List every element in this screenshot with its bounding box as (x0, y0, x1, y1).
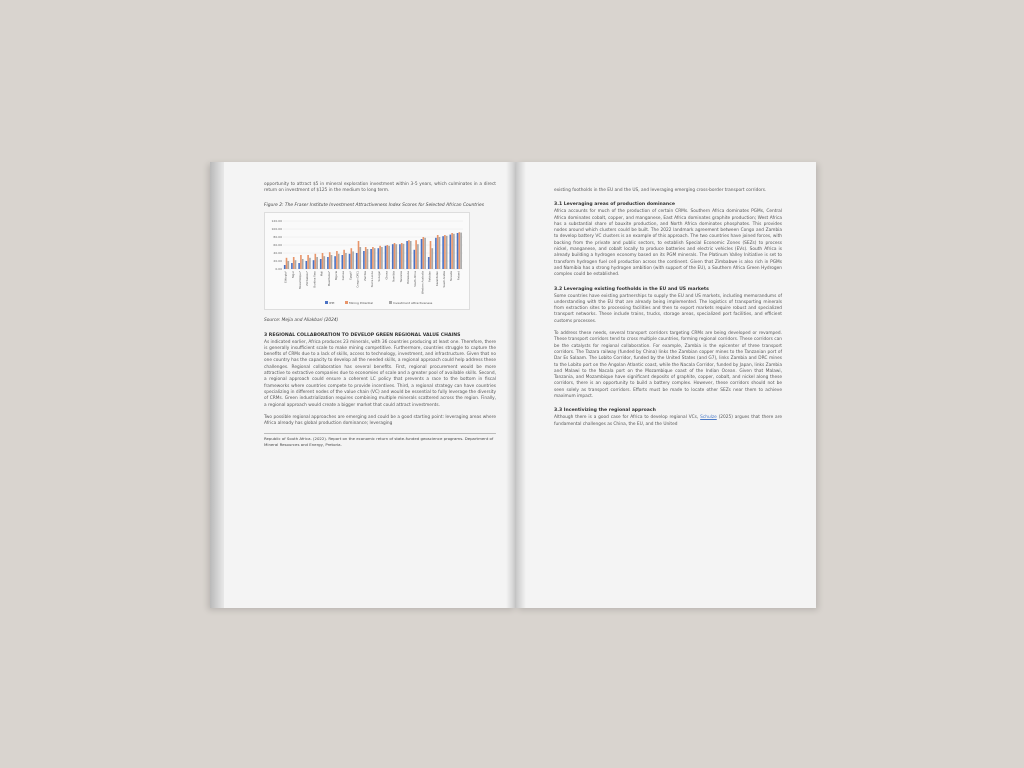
x-tick-label: Niger (291, 270, 295, 278)
bar (442, 236, 444, 269)
x-tick-label: Nevada (450, 270, 454, 281)
bar (403, 243, 405, 268)
y-tick-label: 40.00 (273, 250, 282, 255)
x-tick-label: Nigeria (335, 270, 338, 280)
x-tick-label: Ghana (385, 270, 389, 280)
bar (322, 253, 324, 269)
bar (360, 247, 362, 269)
bar (408, 240, 410, 269)
x-tick-label: Saudi Arabia (443, 270, 446, 288)
bar (444, 235, 446, 269)
x-tick-label: South Africa (414, 270, 418, 287)
bar (358, 241, 360, 269)
paragraph-3-3-end: (2025) argues that there are fundamental challenges as China, the EU, and the United (554, 415, 783, 427)
bar (432, 248, 434, 269)
right-page (516, 162, 816, 608)
paragraph-3-3 (554, 415, 782, 428)
figure-chart (264, 212, 470, 310)
legend-entry: Investment attractiveness (393, 300, 433, 305)
y-tick-label: 60.00 (273, 242, 282, 247)
bar (293, 257, 295, 269)
bar (313, 260, 315, 269)
bar (349, 253, 351, 268)
bar (428, 257, 430, 269)
bar (342, 255, 344, 269)
heading-3-3: 3.3 Incentivizing the regional approach (554, 408, 656, 414)
bar-chart (265, 213, 469, 309)
bar (284, 265, 286, 269)
bar (356, 253, 358, 269)
bar (417, 244, 419, 269)
bar (421, 239, 423, 269)
x-tick-label: Egypt* (349, 270, 353, 280)
bar (414, 249, 416, 268)
left-intro: opportunity to attract $5 in mineral exploration investment within 3-5 years, which culminates in a direct return on investment of $125 in the medium to long term. (264, 182, 496, 194)
bar (460, 232, 462, 268)
schulze-link[interactable]: Schulze (700, 415, 717, 421)
x-tick-label: Zimbabwe* (306, 270, 310, 286)
bar (327, 257, 329, 269)
y-tick-label: 20.00 (273, 258, 282, 263)
legend-entry: Mining Potential (349, 300, 374, 305)
bar (345, 253, 347, 269)
bar (291, 263, 293, 269)
x-tick-label: Botswana (407, 270, 410, 284)
x-tick-label: Finland (457, 270, 461, 280)
bar (439, 237, 441, 269)
bar (336, 251, 338, 269)
bar (406, 241, 408, 269)
bar (450, 234, 452, 268)
x-tick-label: Burkina Faso (313, 270, 317, 288)
paragraph-3-2: Some countries have existing partnerships to supply the EU and US markets, including memorandums of understanding with the EU that are already being implemented. The logistics of transporting minerals from extraction sites to processing facilities and then to export markets require robust and specialized transport networks. These include trains, trucks, storage areas, specialized port facilities, and efficient customs processes. (554, 293, 782, 324)
bar (352, 251, 354, 269)
bar (365, 247, 367, 269)
figure-caption: Figure 2: The Fraser Institute Investment Attractiveness Index Scores for Selected African Countries (264, 202, 485, 208)
heading-3-2: 3.2 Leveraging existing footholds in the EU and US markets (554, 286, 709, 292)
bar (331, 255, 333, 269)
left-page (210, 162, 516, 608)
x-tick-label: Mozambique* (299, 270, 302, 289)
y-tick-label: 100.00 (271, 226, 282, 231)
y-tick-label: 0.00 (275, 266, 282, 271)
bar (309, 257, 311, 268)
x-tick-label: Mali (320, 270, 324, 276)
x-tick-label: Zambia (363, 270, 367, 281)
footnote: Republic of South Africa. (2022). Report on the economic return of state-funded geoscience programs. Department of Mineral Resources and Energy, Pretoria. (264, 433, 496, 447)
bar (286, 257, 288, 268)
bar (401, 243, 403, 269)
bar (315, 253, 317, 268)
bar (399, 244, 401, 269)
bar (307, 255, 309, 269)
x-tick-label: Senegal (378, 270, 382, 282)
bar (316, 257, 318, 269)
bar (430, 241, 432, 269)
x-tick-label: Pakistan (428, 270, 432, 282)
x-tick-label: Sierra Leone (371, 270, 374, 287)
bar (306, 261, 308, 269)
x-tick-label: Congo (DRC) (356, 270, 360, 288)
book-gutter (506, 162, 526, 608)
figure-source: Source: Mejia and Aliakbari (2024) (264, 317, 339, 323)
bar (338, 253, 340, 268)
right-intro: existing footholds in the EU and the US, and leveraging emerging cross-border transport corridors. (554, 188, 767, 193)
bar (457, 233, 459, 269)
bar (372, 247, 374, 269)
paragraph-3-3-start: Although there is a good case for Africa to develop regional VCs, (554, 415, 699, 421)
bar (385, 245, 387, 268)
x-tick-label: Kazakhstan (435, 270, 439, 286)
bar (363, 251, 365, 269)
y-tick-label: 80.00 (273, 234, 282, 239)
bar (396, 244, 398, 269)
x-tick-label: Mauritania* (327, 270, 331, 286)
open-book (210, 162, 816, 608)
bar (424, 237, 426, 268)
bar (320, 259, 322, 269)
heading-3-1: 3.1 Leveraging areas of production dominance (554, 202, 676, 208)
bar (410, 241, 412, 269)
bar (435, 237, 437, 268)
bar (415, 240, 417, 269)
x-tick-label: Namibia (392, 270, 396, 282)
section-heading: 3 REGIONAL COLLABORATION TO DEVELOP GREEN REGIONAL VALUE CHAINS (264, 332, 461, 338)
x-tick-label: Tanzania (399, 270, 403, 282)
bar (446, 235, 448, 268)
bar (343, 249, 345, 268)
bar (295, 260, 297, 269)
bar (381, 247, 383, 269)
bar (453, 233, 455, 268)
legend-swatch (389, 301, 392, 304)
bar (367, 249, 369, 269)
bar (324, 256, 326, 269)
paragraph-3-1: Africa accounts for much of the production of certain CRMs. Southern Africa dominates PGMs, Central Africa dominates cobalt, copper, and manganese, East Africa dominates graphite production; West Africa has a substantial share of bauxite production, and North Africa dominates phosphates. This provides nodes around which clusters could be built. The 2022 landmark agreement between Congo and Zambia to develop battery VC clusters is an example of this approach. The two countries have joined forces, with backing from the private and public sectors, to establish Special Economic Zones (SEZs) to process nickel, manganese, and cobalt locally to produce batteries and electric vehicles (EVs). South Africa is already building a hydrogen economy based on its PGM minerals. The Platinum Valley Initiative is set to transform hydrogen fuel cell production across the continent. Given that Zimbabwe is also rich in PGMs and Namibia has a strong hydrogen ambition (with support of the EU), a Southern Africa Green Hydrogen complex could be established. (554, 209, 782, 278)
legend-entry: IPPI (329, 300, 335, 305)
bar (387, 245, 389, 269)
bar (459, 232, 461, 269)
bar (378, 248, 380, 269)
x-tick-label: Guinea (342, 270, 346, 280)
bar (451, 233, 453, 269)
legend-swatch (325, 301, 328, 304)
left-paragraph-1: As indicated earlier, Africa produces 23 minerals, with 36 countries producing at least one. Therefore, there is generally insufficient scale to make mining competitive. Furthermore, countries struggle to capture the benefits of CRMs due to a lack of skills, access to technology, investment, and infrastructure. Given that no one country has the capacity to develop all the needed skills, a regional approach could help address these challenges. Regional collaboration has several benefits. First, regional procurement would be more attractive to extractive companies due to economies of scale and a greater pool of available skills. Second, a regional approach could ensure a coherent LC policy that prevents a race to the bottom in fiscal frameworks where countries compete to provide incentives. Third, a regional strategy can have countries specializing in different nodes of the value chain (VC) and would be essential to fully leverage the diversity of CRMs. Green industrialization requires combining multiple minerals scattered across the region. Finally, a regional approach would create a bigger market that could attract investments. (264, 339, 496, 408)
bar (300, 255, 302, 269)
y-tick-label: 120.00 (271, 218, 282, 223)
bar (379, 245, 381, 268)
paragraph-3-2b: To address these needs, several transport corridors targeting CRMs are being developed or revamped. These transport corridors tend to cross multiple countries, forming regional corridors. These corridors can be the catalysts for regional collaboration. For example, Zambia is the epicenter of three transport corridors. The Tazara railway (funded by China) links the Zambian copper mines to the Tanzanian port of Dar Es Salaam. The Lobito Corridor, funded by the United States (and G7), links Zambia and DRC mines to the Lobito port on the Angolan Atlantic coast, while the Nacala Corridor, funded by Japan, links Zambia and Malawi to the Nacala port on the Mozambique coast of the Indian Ocean. Given that Malawi, Tanzania, and Mozambique have significant deposits of graphite, copper, cobalt, and nickel along these corridors, there is an opportunity to build a battery complex. However, these corridors should not be seen solely as transport corridors. Efforts must be made to locate other SEZs near them to achieve maximum impact. (554, 331, 782, 400)
bar (423, 237, 425, 269)
bar (329, 252, 331, 269)
bar (392, 244, 394, 269)
bar (288, 261, 290, 269)
bar (388, 245, 390, 268)
bar (437, 235, 439, 269)
bar (370, 249, 372, 269)
bar (298, 263, 300, 269)
bar (374, 248, 376, 269)
bar (351, 248, 353, 269)
bar (334, 256, 336, 269)
left-paragraph-2: Two possible regional approaches are emerging and could be a good starting point: leveraging areas where Africa already has global production dominance; leveraging (264, 414, 496, 427)
bar (302, 259, 304, 269)
legend-swatch (345, 301, 348, 304)
x-tick-label: Ethiopia* (284, 270, 288, 283)
x-tick-label: Western Australia (421, 270, 425, 294)
bar (394, 243, 396, 269)
